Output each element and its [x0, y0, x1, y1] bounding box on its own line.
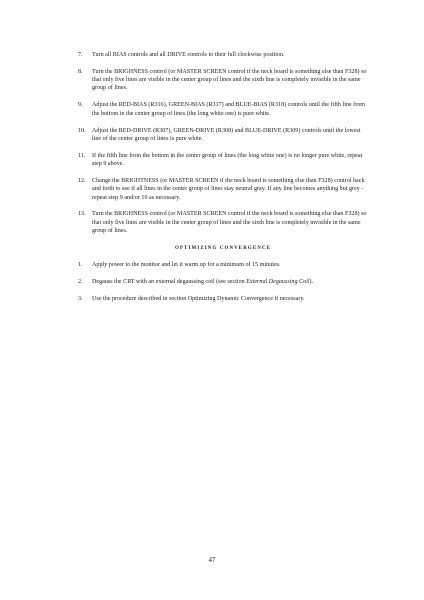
step-number: 13. [78, 211, 86, 218]
step-number: 10. [78, 127, 86, 134]
step-text: Change the BRIGHTNESS (or MASTER SCREEN if the neck board is something else than F328) control back and forth to see if all lines in the center group of lines stay neutral gray. If any line becomes anything but grey - repeat step 9 and/or 10 as necessary. [92, 177, 365, 201]
step-number: 2. [78, 278, 83, 285]
step-number: 3. [78, 295, 83, 302]
step-9 [78, 101, 368, 118]
step-text: Adjust the RED-BIAS (R316), GREEN-BIAS (R317) and BLUE-BIAS (R318) controls until the fifth line from the bottom in the center group of lines (the long white one) is pure white. [92, 102, 366, 117]
step-text: Turn the BRIGHNESS control (or MASTER SCREEN control if the neck board is something else than F328) so that only five lines are visible in the center group of lines and the sixth line is completely invisible in the same group of lines. [92, 68, 367, 92]
step-number: 12. [78, 177, 86, 184]
step-text: Adjust the RED-DRIVE (R307), GREEN-DRIVE (R308) and BLUE-DRIVE (R309) controls until the lowest line of the center group of lines is pure white. [92, 127, 361, 142]
step-12 [78, 177, 368, 202]
step-13 [78, 210, 368, 235]
step-text: Turn all BIAS controls and all DRIVE controls to their full clockwise position. [92, 52, 285, 58]
section-heading: OPTIMIZING CONVERGENCE [174, 246, 272, 252]
step-text-after: ). [309, 278, 314, 285]
page-content [78, 51, 368, 311]
page-number: 47 [208, 556, 216, 564]
step-7 [78, 51, 368, 59]
step-text: If the fifth line from the bottom in the center group of lines (the long white one) is no longer pure white, repeat step 9 above. [92, 152, 363, 168]
step-text [92, 278, 368, 286]
step-number: 11. [78, 152, 86, 159]
section-reference: External Degaussing Coil [246, 278, 310, 285]
step-number: 7. [78, 52, 83, 58]
convergence-steps [78, 261, 368, 302]
step-number: 1. [78, 262, 83, 269]
step-11 [78, 152, 368, 169]
step-text: Turn the BRIGHNESS control (or MASTER SCREEN control if the neck board is something else than F328) so that only five lines are visible in the center group of lines and the sixth line is completely invisible in the same group of lines. [92, 211, 367, 235]
step-text: Use the procedure described in section Optimizing Dynamic Convergence if necessary. [92, 295, 305, 302]
convergence-step-1 [78, 261, 368, 269]
convergence-step-2 [78, 278, 368, 286]
step-10 [78, 127, 368, 144]
step-number: 8. [78, 68, 83, 75]
step-8 [78, 68, 368, 93]
step-text: Apply power to the monitor and let it warm up for a minimum of 15 minutes. [92, 262, 281, 269]
step-number: 9. [78, 102, 83, 109]
step-text-before: Degauss the CRT with an external degaussing coil (see section [92, 278, 247, 285]
convergence-step-3 [78, 295, 368, 303]
